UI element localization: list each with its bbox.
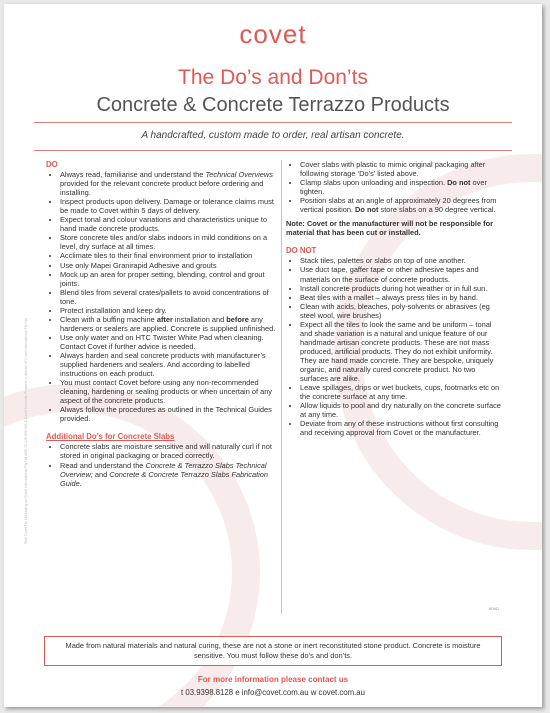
do-list-item bbox=[60, 270, 276, 288]
item-emphasis: Concrete & Terrazzo Slabs Technical Overview; bbox=[60, 460, 267, 479]
tagline-divider bbox=[34, 150, 512, 151]
item-text: Store concrete tiles and/or slabs indoors in mild conditions on a level, dry surface at all times. bbox=[60, 233, 268, 252]
do-heading: DO bbox=[46, 160, 58, 169]
do-list-item bbox=[60, 261, 276, 270]
item-text: Inspect products upon delivery. Damage or tolerance claims must be made to Covet within 5 days of delivery. bbox=[60, 197, 274, 216]
item-text: Use only water and on HTC Twister White Pad when cleaning. Contact Covet if further advice is needed. bbox=[60, 332, 264, 351]
do-not-list-item: • Expect all the tiles to look the same and be uniform – tonal and shade variation is a natural and unique feature of our handmade artisan concrete products. These are not mass produced, artificial products. They do not exhibit uniformity. They are hand made concrete. They are bespoke, uniquely organic, and naturally cured concrete product. No two surfaces are alike. bbox=[300, 320, 502, 383]
do-list-item bbox=[60, 197, 276, 215]
item-emphasis: Concrete & Concrete Terrazzo Slabs Fabrication Guide. bbox=[60, 469, 269, 488]
slab-do-list-item bbox=[300, 178, 502, 196]
item-text: Clean with a buffing machine bbox=[60, 314, 157, 324]
contact-heading: For more information please contact us bbox=[197, 675, 349, 684]
do-not-list-item: • Deviate from any of these instructions without first consulting and receiving approval from Covet or the manufacturer. bbox=[300, 419, 502, 437]
item-text: and bbox=[92, 469, 110, 479]
item-text: Use only Mapei Granirapid Adhesive and grouts bbox=[60, 260, 217, 270]
do-list-item bbox=[60, 333, 276, 351]
slab-do-list-item bbox=[300, 160, 502, 178]
left-column bbox=[46, 160, 276, 488]
item-text: Read and understand the bbox=[60, 460, 146, 470]
do-list-item bbox=[60, 306, 276, 315]
item-text: Protect installation and keep dry. bbox=[60, 305, 167, 315]
additional-list-item bbox=[60, 442, 276, 460]
item-text: Acclimate tiles to their final environment prior to installation bbox=[60, 251, 253, 261]
do-not-list-item: • Install concrete products during hot weather or in full sun. bbox=[300, 284, 502, 293]
do-list-item bbox=[60, 315, 276, 333]
item-text: Always follow the procedures as outlined in the Technical Guides provided. bbox=[60, 405, 272, 424]
do-not-list bbox=[286, 256, 502, 437]
item-text: Position slabs at an angle of approximately 20 degrees from vertical position. bbox=[300, 196, 497, 215]
document-page bbox=[4, 4, 542, 707]
item-text: store slabs on a 90 degree vertical. bbox=[378, 205, 496, 215]
slab-do-list bbox=[286, 160, 502, 214]
page-subtitle: Concrete & Concrete Terrazzo Products bbox=[96, 94, 450, 116]
do-list-item bbox=[60, 233, 276, 251]
do-not-list-item: • Allow liquids to pool and dry naturally on the concrete surface at any time. bbox=[300, 401, 502, 419]
contact-details: t 03.9398.8128 e info@covet.com.au w covet.com.au bbox=[181, 688, 365, 697]
responsibility-note: Note: Covet or the manufacturer will not be responsible for material that has been cut or installed. bbox=[286, 219, 493, 238]
item-text: Expect tonal and colour variations and characteristics unique to hand made concrete products. bbox=[60, 215, 268, 234]
edition-mark: IENO bbox=[489, 606, 499, 611]
item-text: Cover slabs with plastic to mimic original packaging after following storage ‘Do’s’ listed above. bbox=[300, 160, 486, 179]
page-title: The Do’s and Don’ts bbox=[178, 66, 368, 89]
item-text: Always read, familiarise and understand the bbox=[60, 170, 206, 180]
do-list bbox=[46, 170, 276, 423]
item-text: Concrete slabs are moisture sensitive and will naturally curl if not stored in original packaging or braced correctly. bbox=[60, 442, 272, 461]
item-text: Always harden and seal concrete products with manufacturer’s supplied hardeners and sealers. And according to labelled instructions on each product. bbox=[60, 350, 266, 379]
do-not-list-item: • Clean with acids, bleaches, poly-solvents or abrasives (eg steel wool, wire brushes) bbox=[300, 302, 502, 320]
do-list-item bbox=[60, 378, 276, 405]
item-text: You must contact Covet before using any non-recommended cleaning, hardening or sealing products or when uncertain of any aspect of the concrete products. bbox=[60, 378, 273, 406]
item-bold: Do not bbox=[447, 178, 471, 188]
do-not-list-item: • Leave spillages, drips or wet buckets, cups, footmarks etc on the concrete surface at any time. bbox=[300, 383, 502, 401]
item-text: provided for the relevant concrete product before ordering and installing. bbox=[60, 179, 264, 198]
do-not-list-item: • Beat tiles with a mallet – always press tiles in by hand. bbox=[300, 293, 502, 302]
do-not-heading: DO NOT bbox=[286, 246, 317, 256]
slab-do-list-item bbox=[300, 196, 502, 214]
right-column bbox=[286, 160, 502, 437]
item-emphasis: Technical Overviews bbox=[205, 170, 273, 180]
do-list-item bbox=[60, 215, 276, 233]
do-list-item bbox=[60, 288, 276, 306]
tagline: A handcrafted, custom made to order, real artisan concrete. bbox=[141, 130, 405, 141]
column-divider bbox=[281, 160, 282, 614]
item-text: Blend tiles from several crates/pallets to avoid concentrations of tone. bbox=[60, 287, 269, 306]
do-list-item bbox=[60, 351, 276, 378]
do-list-item bbox=[60, 170, 276, 197]
do-not-list-item: • Stack tiles, palettes or slabs on top of one another. bbox=[300, 256, 502, 265]
brand-logo: covet bbox=[239, 19, 307, 49]
additional-heading: Additional Do’s for Concrete Slabs bbox=[46, 432, 175, 442]
item-text: any hardeners or sealers are applied. Concrete is supplied unfinished. bbox=[60, 314, 276, 333]
item-text: over tighten. bbox=[300, 178, 487, 197]
item-bold: before bbox=[226, 314, 249, 324]
additional-list bbox=[46, 442, 276, 487]
item-text: Clamp slabs upon unloading and inspection. bbox=[300, 178, 448, 188]
item-bold: Do not bbox=[355, 205, 379, 215]
do-list-item bbox=[60, 405, 276, 423]
footer-notice-text: Made from natural materials and natural curing, these are not a stone or inert reconstituted stone product. Concrete is moisture sensitive. You must follow these do’s and don’ts. bbox=[65, 641, 481, 660]
item-bold: after bbox=[156, 314, 173, 324]
legal-side-note: Wall Covet Pty Ltd trading as Covet International Pty Ltd ABN 76 135 836 926 & Covet Concrete Products a division of Covet International Pty Ltd bbox=[24, 318, 28, 544]
do-list-item bbox=[60, 251, 276, 260]
additional-list-item bbox=[60, 461, 276, 488]
top-divider bbox=[34, 122, 512, 123]
footer-notice bbox=[44, 636, 502, 666]
item-text: installation and bbox=[172, 314, 227, 324]
do-not-list-item: • Use duct tape, gaffer tape or other adhesive tapes and materials on the surface of concrete products. bbox=[300, 265, 502, 283]
item-text: Mock up an area for proper setting, blending, control and grout joints. bbox=[60, 269, 265, 288]
